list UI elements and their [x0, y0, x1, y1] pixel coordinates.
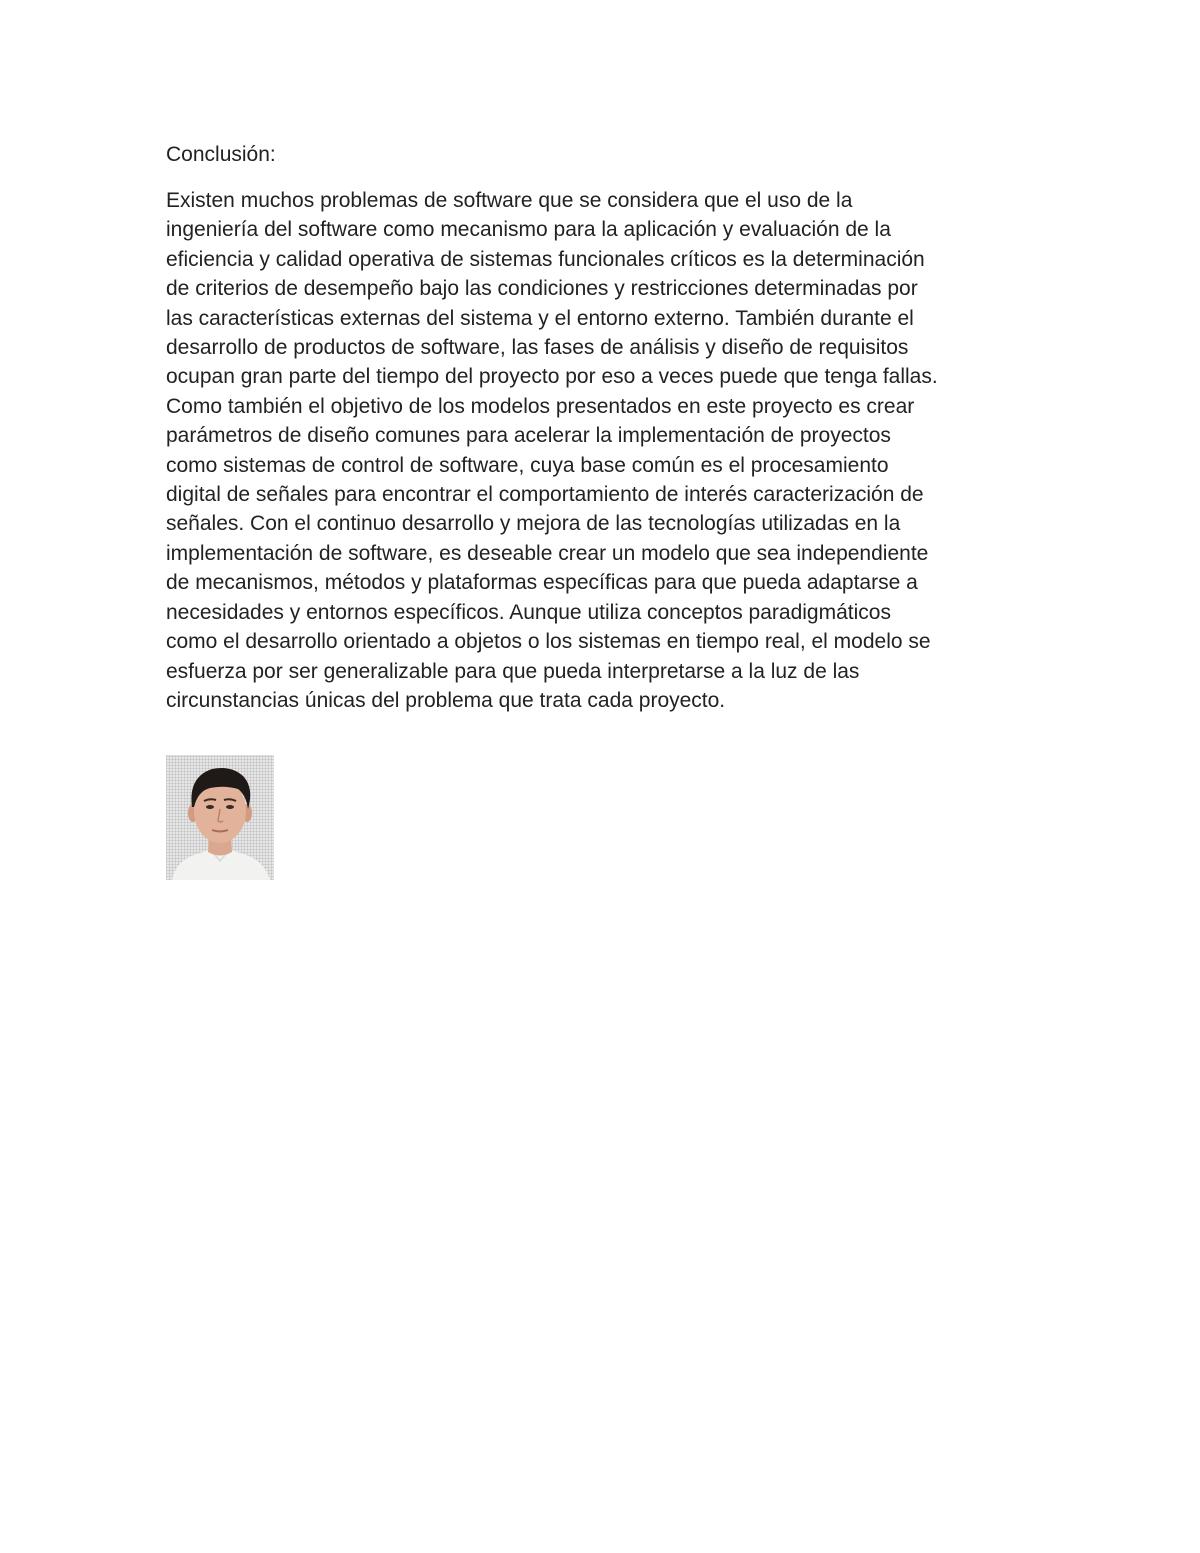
section-heading: Conclusión:: [166, 143, 276, 166]
paragraph-line: esfuerza por ser generalizable para que pueda interpretarse a la luz de las: [166, 659, 860, 683]
paragraph-line: Como también el objetivo de los modelos presentados en este proyecto es crear: [166, 394, 915, 418]
paragraph-line: eficiencia y calidad operativa de sistemas funcionales críticos es la determinación: [166, 247, 925, 271]
paragraph-line: necesidades y entornos específicos. Aunque utiliza conceptos paradigmáticos: [166, 600, 891, 624]
paragraph-line: desarrollo de productos de software, las fases de análisis y diseño de requisitos: [166, 336, 909, 360]
paragraph-line: señales. Con el continuo desarrollo y mejora de las tecnologías utilizadas en la: [166, 512, 901, 536]
paragraph-line: digital de señales para encontrar el comportamiento de interés caracterización de: [166, 483, 924, 507]
paragraph-line: parámetros de diseño comunes para acelerar la implementación de proyectos: [166, 424, 891, 448]
document-content: [166, 140, 1046, 715]
paragraph-line: ocupan gran parte del tiempo del proyecto por eso a veces puede que tenga fallas.: [166, 365, 938, 389]
paragraph-line: como el desarrollo orientado a objetos o los sistemas en tiempo real, el modelo se: [166, 630, 931, 654]
paragraph-line: como sistemas de control de software, cuya base común es el procesamiento: [166, 453, 889, 477]
conclusion-paragraph: [166, 186, 1046, 715]
paragraph-line: ingeniería del software como mecanismo para la aplicación y evaluación de la: [166, 218, 891, 242]
paragraph-line: de criterios de desempeño bajo las condiciones y restricciones determinadas por: [166, 277, 918, 301]
paragraph-line: implementación de software, es deseable crear un modelo que sea independiente: [166, 541, 929, 565]
paragraph-line: circunstancias únicas del problema que trata cada proyecto.: [166, 688, 726, 712]
paragraph-line: las características externas del sistema y el entorno externo. También durante el: [166, 306, 914, 330]
paragraph-line: de mecanismos, métodos y plataformas específicas para que pueda adaptarse a: [166, 571, 918, 595]
portrait-photo: [166, 755, 274, 880]
paragraph-line: Existen muchos problemas de software que se considera que el uso de la: [166, 189, 853, 212]
